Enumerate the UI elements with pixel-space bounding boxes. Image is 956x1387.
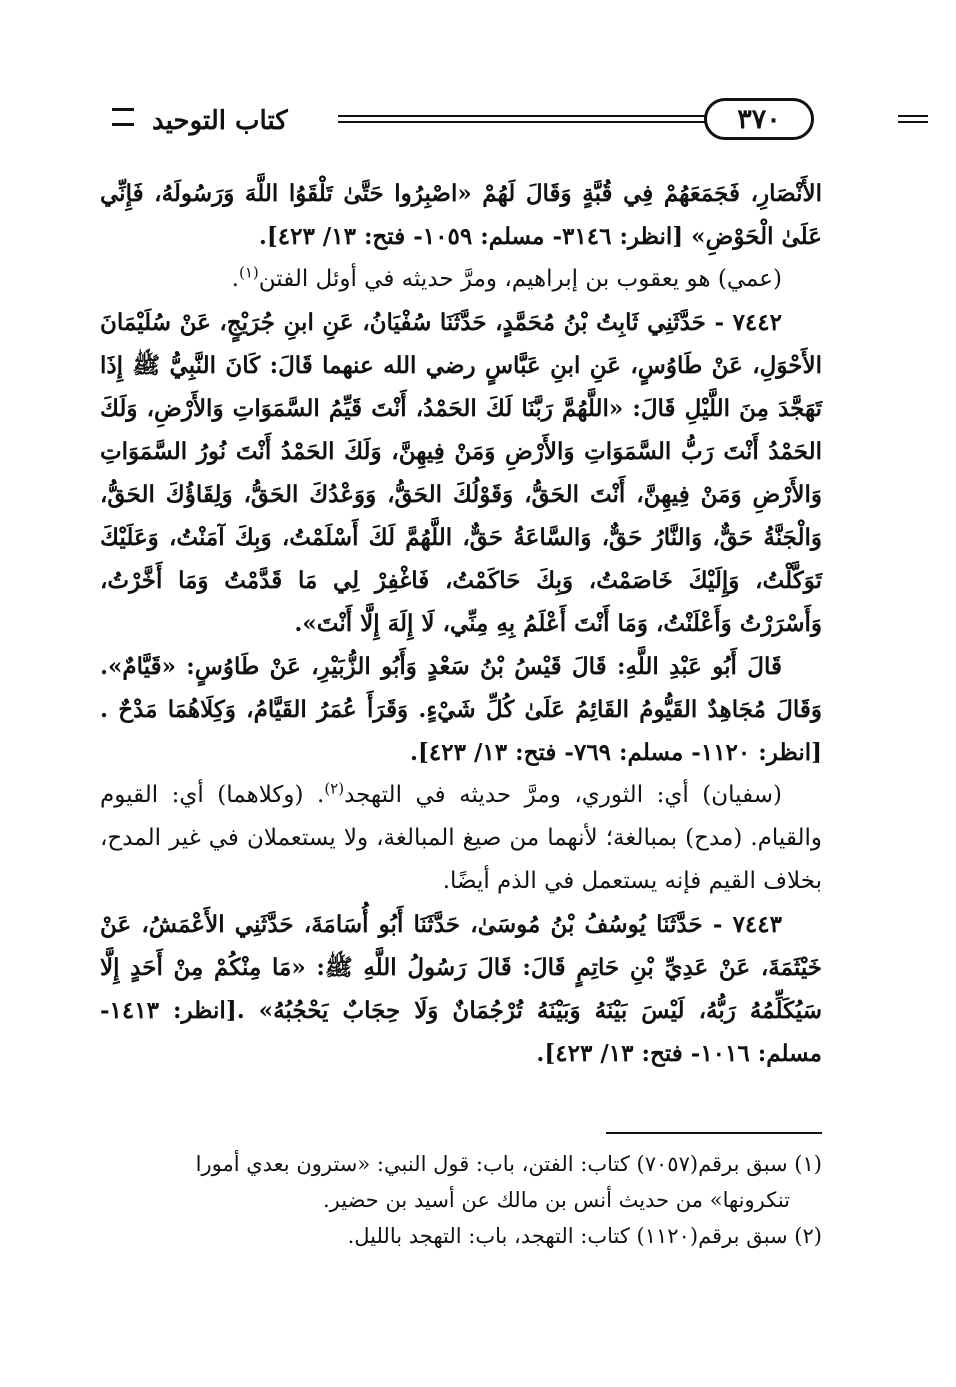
commentary-paragraph-2 bbox=[100, 774, 822, 903]
footnote-1-continued: تنكرونها» من حديث أنس بن مالك عن أسيد بن حضير. bbox=[322, 1188, 790, 1212]
commentary-end-2: . (وكلاهما) أي: القيوم والقيام. (مدح) بمبالغة؛ لأنهما من صيغ المبالغة، ولا يستعملان في غير المدح، بخلاف القيم فإنه يستعمل في الذم أيضًا. bbox=[100, 782, 822, 894]
abu-abdullah-note: قَالَ أَبُو عَبْدِ اللَّهِ: قَالَ قَيْسُ بْنُ سَعْدٍ وَأَبُو الزُّبَيْرِ، عَنْ طَاوُسٍ: «قَيَّامٌ». وَقَالَ مُجَاهِدٌ القَيُّومُ القَائِمُ عَلَىٰ كُلِّ شَيْءٍ. وَقَرَأَ عُمَرُ القَيَّامُ، وَكِلَاهُمَا مَدْحٌ .[انظر: ١١٢٠- مسلم: ٧٦٩- فتح: ١٣/ ٤٢٣]. bbox=[100, 653, 822, 766]
page-number: ٣٧٠ bbox=[704, 98, 814, 140]
commentary-paragraph bbox=[100, 258, 822, 301]
footnote-separator bbox=[606, 1132, 822, 1134]
header-ornament bbox=[112, 108, 134, 126]
footnote-ref-1[interactable]: (١) bbox=[238, 263, 259, 282]
footnote-2: (٢) سبق برقم(١١٢٠) كتاب: التهجد، باب: التهجد بالليل. bbox=[347, 1224, 822, 1248]
header-rule-end bbox=[898, 115, 928, 123]
hadith-7442: ٧٤٤٢ - حَدَّثَنِي ثَابِتُ بْنُ مُحَمَّدٍ، حَدَّثَنَا سُفْيَانُ، عَنِ ابنِ جُرَيْجٍ، عَنْ سُلَيْمَانَ الأَحْوَلِ، عَنْ طَاوُسٍ، عَنِ ابنِ عَبَّاسٍ رضي الله عنهما قَالَ: كَانَ النَّبِيُّ ﷺ إِذَا تَهَجَّدَ مِنَ اللَّيْلِ قَالَ: «اللَّهُمَّ رَبَّنَا لَكَ الحَمْدُ، أَنْتَ قَيِّمُ السَّمَوَاتِ وَالأَرْضِ، وَلَكَ الحَمْدُ أَنْتَ رَبُّ السَّمَوَاتِ وَالأَرْضِ وَمَنْ فِيهِنَّ، وَلَكَ الحَمْدُ أَنْتَ نُورُ السَّمَوَاتِ وَالأَرْضِ وَمَنْ فِيهِنَّ، أَنْتَ الحَقُّ، وَقَوْلُكَ الحَقُّ، وَوَعْدُكَ الحَقُّ، وَلِقَاؤُكَ الحَقُّ، وَالْجَنَّةُ حَقٌّ، وَالنَّارُ حَقٌّ، وَالسَّاعَةُ حَقٌّ، اللَّهُمَّ لَكَ أَسْلَمْتُ، وَبِكَ آمَنْتُ، وَعَلَيْكَ تَوَكَّلْتُ، وَإِلَيْكَ خَاصَمْتُ، وَبِكَ حَاكَمْتُ، فَاغْفِرْ لِي مَا قَدَّمْتُ وَمَا أَخَّرْتُ، وَأَسْرَرْتُ وَأَعْلَنْتُ، وَمَا أَنْتَ أَعْلَمُ بِهِ مِنِّي، لَا إِلَهَ إِلَّا أَنْتَ». bbox=[100, 309, 822, 637]
main-text bbox=[100, 172, 822, 1075]
header-rule bbox=[338, 115, 706, 123]
hadith-continuation: الأَنْصَارِ، فَجَمَعَهُمْ فِي قُبَّةٍ وَقَالَ لَهُمْ «اصْبِرُوا حَتَّىٰ تَلْقَوُا اللَّهَ وَرَسُولَهُ، فَإِنِّي عَلَىٰ الْحَوْضِ» [انظر: ٣١٤٦- مسلم: ١٠٥٩- فتح: ١٣/ ٤٢٣]. bbox=[100, 180, 822, 250]
commentary-text: (عمي) هو يعقوب بن إبراهيم، ومرَّ حديثه في أوئل الفتن bbox=[258, 266, 782, 292]
footnote-ref-2[interactable]: (٢) bbox=[324, 779, 345, 798]
footnote-1: (١) سبق برقم(٧٠٥٧) كتاب: الفتن، باب: قول النبي: «سترون بعدي أمورا bbox=[195, 1152, 822, 1176]
hadith-7443: ٧٤٤٣ - حَدَّثَنَا يُوسُفُ بْنُ مُوسَىٰ، حَدَّثَنَا أَبُو أُسَامَةَ، حَدَّثَنِي الأَعْمَشُ، عَنْ خَيْثَمَةَ، عَنْ عَدِيِّ بْنِ حَاتِمٍ قَالَ: قَالَ رَسُولُ اللَّهِ ﷺ: «مَا مِنْكُمْ مِنْ أَحَدٍ إِلَّا سَيُكَلِّمُهُ رَبُّهُ، لَيْسَ بَيْنَهُ وَبَيْنَهُ تُرْجُمَانٌ وَلَا حِجَابٌ يَحْجُبُهُ» .[انظر: ١٤١٣- مسلم: ١٠١٦- فتح: ١٣/ ٤٢٣]. bbox=[100, 911, 822, 1067]
commentary-text-2: (سفيان) أي: الثوري، ومرَّ حديثه في التهجد bbox=[344, 782, 782, 808]
footnotes bbox=[100, 1146, 822, 1254]
commentary-end: . bbox=[231, 266, 239, 292]
page-header bbox=[112, 96, 824, 156]
book-title: كتاب التوحيد bbox=[152, 106, 288, 136]
